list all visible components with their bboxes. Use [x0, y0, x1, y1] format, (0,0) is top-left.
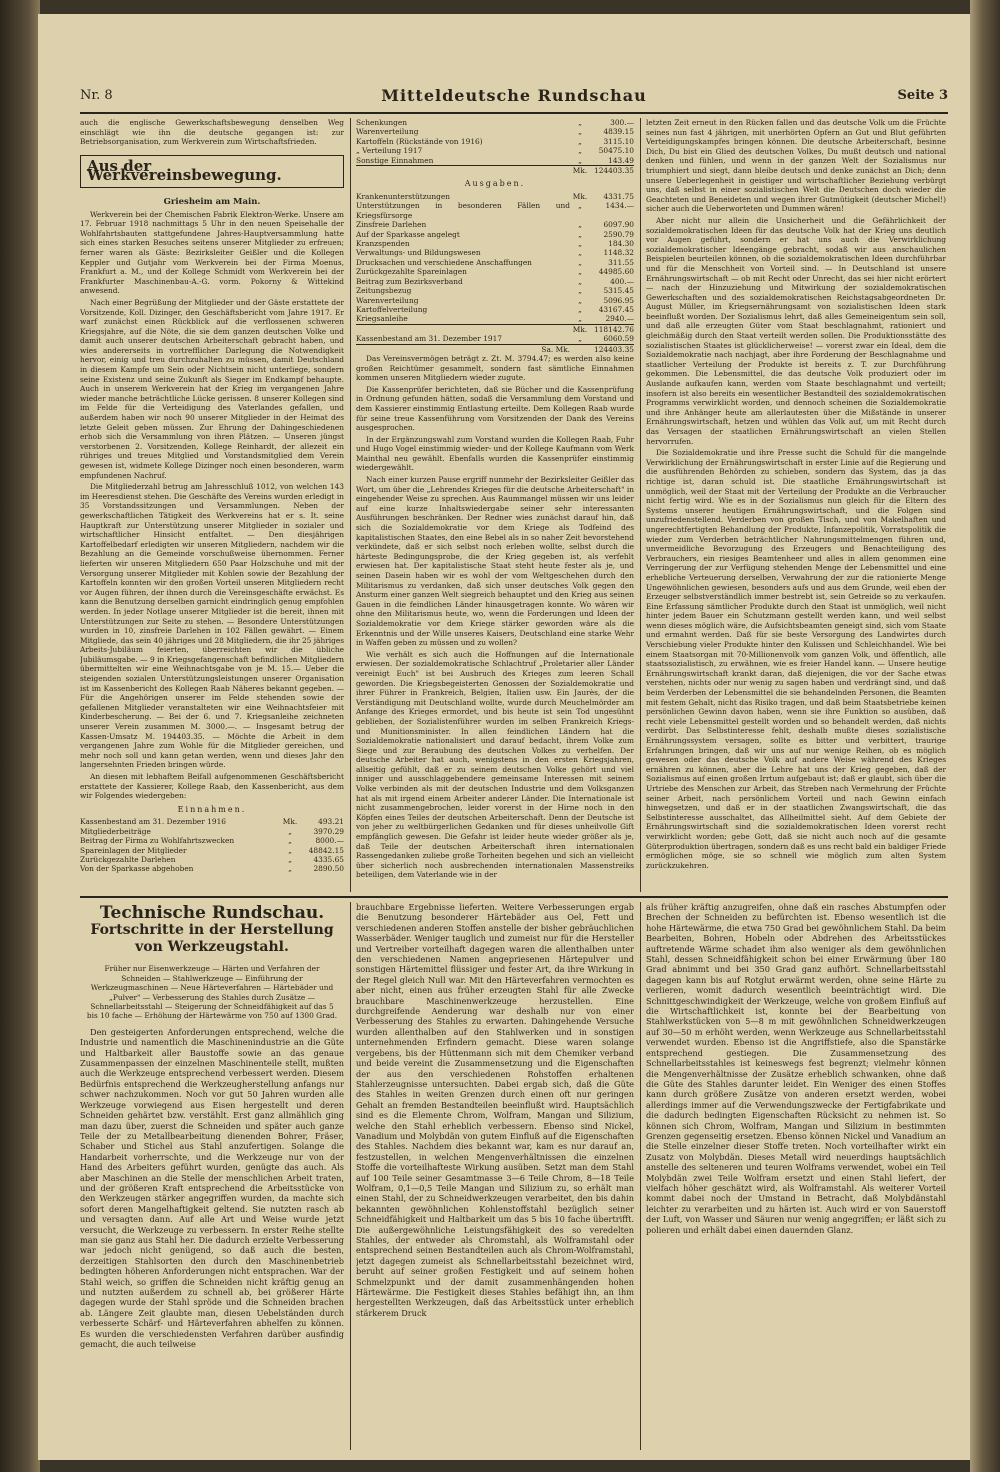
tech-column-3 — [646, 902, 946, 1450]
paragraph: Wie verhält es sich auch die Hoffnungen auf die Internationale erwiesen. Der sozialdemokratische Schlachtruf „Proletarier aller Länder vereinigt Euch" ist bei Ausbruch des Krieges zum leeren Schall geworden. Die Kriegsbegeisterten Genossen der Sozialdemokratie und ihrer Führer in Frankreich, Belgien, Italien usw. Ein Jaurès, der die Verständigung mit Deutschland wollte, wurde durch Meuchelmörder am Anfange des Krieges ermordet, und bis heute ist sein Tod ungesühnt geblieben, der Sozialistenführer wurden im selben Frankreich Kriegs- und Munitionsminister. In allen feindlichen Ländern hat die Sozialdemokratie nationalisiert und darauf bedacht, ihrem Volke zum Siege und zur Beraubung des deutschen Volkes zu verhelfen. Der deutsche Arbeiter hat auch, wenigstens in den ersten Kriegsjahren, allseitig gefühlt, daß er zu seinem deutschen Volke gehört und viel inniger und ausschlaggebendere gemeinsame Interessen mit seinem Volke verbinden als mit der deutschen Industrie und dem Volksganzen hat als mit irgend einem Arbeiter anderer Länder. Die Internationale ist nicht zusammengebrochen, leider vorerst in der Hirne noch in den Köpfen eines Teiles der deutschen Arbeiterschaft. Denn der Deutsche ist von jeher zu weltbürgerlichen Gedanken und für dieses unheilvolle Gift empfänglich gewesen. Die Gefahr ist leider heute wieder größer als je, daß Teile der deutschen Arbeiterschaft ihren internationalen Rassengedanken zuliebe große Torheiten begehen und sich an vielleicht über sicherlich noch ausbrechenden internationalen Massenstreiks beteiligen, dem Vaterlande wie in der — [356, 649, 634, 880]
table-row: Kartoffelverteilung „ 43167.45 — [356, 304, 634, 314]
tech-article-title: Fortschritte in der Herstellung von Werkzeugstahl. — [90, 922, 334, 956]
table-row: Kranzspenden „ 184.30 — [356, 239, 634, 249]
table-row: Verwaltungs- und Bildungswesen „ 1148.32 — [356, 248, 634, 258]
column-rule — [640, 902, 641, 1450]
paragraph: Die Kassenprüfer berichteten, daß sie Bücher und die Kassenprüfung in Ordnung gefunden hätten, sodaß die Versammlung dem Vorstand und dem Kassierer einstimmig Entlastung erteilte. Dem Kollegen Raab wurde für seine treue Kassenführung vom Vorsitzenden der Dank des Vereins ausgesprochen. — [356, 384, 634, 433]
column-2 — [356, 118, 634, 892]
total-row: Mk. 124403.35 — [356, 166, 634, 176]
table-row: Beitrag der Firma zu Wohlfahrtszwecken „ 8000.— — [80, 836, 344, 846]
tech-section-title: Technische Rundschau. — [99, 903, 325, 923]
paragraph: als früher kräftig anzugreifen, ohne daß ein rasches Abstumpfen oder Brechen der Schneiden zu befürchten ist. Ebenso wesentlich ist die hohe Härtewärme, die etwa 750 Grad bei gewöhnlichem Stahl. Da beim Bearbeiten, Bohren, Hobeln oder Abdrehen des Arbeitsstückes auftretende Wärme schadet ihm also weniger als dem gewöhnlichen Stahl, dessen Schneidfähigkeit schon bei einer Erwärmung über 180 Grad abnimmt und bei 350 Grad ganz aufhört. Schnellarbeitsstahl dagegen kann bis auf Rotglut erwärmt werden, ohne seine Härte zu verlieren, womit dadurch wesentlich beeinträchtigt wird. Die Schnittgeschwindigkeit der Werkzeuge, welche von großem Einfluß auf die Wirtschaftlichkeit ist, konnte bei der Bearbeitung von Stahlwerkstücken von 5—8 m mit gewöhnlichen Schneidwerkzeugen auf 30—50 m erhöht werden, wenn Werkzeuge aus Schnellarbeitsstahl verwendet wurden. Ebenso ist die Angriffstiefe, also die Spanstärke entsprechend gestiegen. Die Zusammensetzung des Schnellarbeitsstahles ist keineswegs fest begrenzt; vielmehr können die Mengenverhältnisse der Zusätze erheblich schwanken, ohne daß die Güte des Stahles darunter leidet. Ein Weniger des einen Stoffes kann durch größere Zusätze von anderen ersetzt werden, wobei allerdings immer auf die Verwendungszwecke der Fertigfabrikate und die dadurch bedingten Eigenschaften Rücksicht zu nehmen ist. So können sich Chrom, Wolfram, Mangan und Silizium in bestimmten Grenzen gegenseitig ersetzen. Ebenso können Nickel und Vanadium an die Stelle einzelner dieser Stoffe treten. Noch vorteilhafter wirkt ein Zusatz von Molybdän. Dieses Metall wird neuerdings hauptsächlich anstelle des selteneren und teuren Wolframs verwendet, wobei ein Teil Molybdän zwei Teile Wolfram ersetzt und einen Stahl liefert, der vielfach höher geschätzt wird, als Wolframstahl. Als weiterer Vorteil kommt dabei noch der Umstand in Betracht, daß Molybdänstahl leichter zu verarbeiten und zu härten ist. Auch wird er von Sauerstoff der Luft, von Wasser und Säuren nur wenig angegriffen; er läßt sich zu polieren und erhält dabei einen dauernden Glanz. — [646, 902, 946, 1235]
table-row: Kartoffeln (Rückstände von 1916) „ 3115.10 — [356, 136, 634, 146]
ausgaben-table — [356, 192, 634, 354]
column-rule — [350, 902, 351, 1450]
issue-number: Nr. 8 — [80, 88, 113, 103]
paragraph: brauchbare Ergebnisse lieferten. Weitere Verbesserungen ergab die Benutzung besonderer Härtebäder aus Oel, Fett und verschiedenen anderen Stoffen anstelle der bisher gebräuchlichen Wasserbäder. Weniger tauglich und zumeist nur für die Hersteller und Vertreiber vorteilhaft dagegen waren die allenthalben unter den verschiedenen Namen angepriesenen Härtepulver und sonstigen Härtemittel flüssiger und fester Art, da ihre Wirkung in der Regel gleich Null war. Mit den Härteverfahren vermochten es aber nicht, einen aus früher erzeugten Stahl für alle Zwecke brauchbare Maschinenwerkzeuge herzustellen. Eine durchgreifende Aenderung war deshalb nur von einer Verbesserung des Stahles zu erwarten. Dahingehende Versuche wurden allenthalben auf den Stahlwerken und in sonstigen unternehmenden Erfindern gemacht. Diese waren solange vergebens, bis der Hüttenmann sich mit dem Chemiker verband und beide vereint die Zusammensetzung und die Eigenschaften der aus den verschiedenen Rohstoffen erhaltenen Stahlerzeugnisse untersuchten. Dabei ergab sich, daß die Güte des Stahles in weiten Grenzen durch einen oft nur geringen Gehalt an fremden Bestandteilen beeinflußt wird. Hauptsächlich sind es die Elemente Chrom, Wolfram, Mangan und Silizium, welche den Stahl erheblich verbessern. Ebenso sind Nickel, Vanadium und Molybdän von gutem Einfluß auf die Eigenschaften des Stahles. Nachdem dies bekannt war, kam es nur darauf an, festzustellen, in welchen Mengenverhältnissen die einzelnen Stoffe die vorteilhafteste Wirkung ausüben. Setzt man dem Stahl auf 100 Teile seiner Gesamtmasse 3—6 Teile Chrom, 8—18 Teile Wolfram, 0,1—0,5 Teile Mangan und Silizium zu, so erhält man einen Stahl, der zu Schneidwerkzeugen verarbeitet, den bis dahin bekannten gewöhnlichen Kohlenstoffstahl bezüglich seiner Schneidfähigkeit und Haltbarkeit um das 5 bis 10 fache übertrifft. Die außergewöhnliche Leistungsfähigkeit des so veredelten Stahles, der entweder als Chromstahl, als Wolframstahl oder entsprechend seinen Bestandteilen auch als Chrom-Wolframstahl, jetzt dagegen zumeist als Schnellarbeitsstahl bezeichnet wird, beruht auf seiner großen Festigkeit und auf seinem hohen Schmelzpunkt und der damit zusammenhängenden hohen Härtewärme. Die Festigkeit dieses Stahles befähigt ihn, an ihm hergestellten Werkzeugen, daß das Arbeitsstück unter erheblich stärkerem Druck — [356, 902, 634, 1318]
section-heading-werkverein: Aus der Werkvereinsbewegung. — [80, 155, 344, 188]
sum-row: Sa. Mk. 124403.35 — [356, 344, 634, 354]
tech-column-2 — [356, 902, 634, 1450]
paragraph: Die Sozialdemokratie und ihre Presse sucht die Schuld für die mangelnde Verwirklichung der Ernährungswirtschaft in erster Linie auf die Regierung und die ausführenden Behörden zu schieben, sondern das System, das ja das richtige ist, daran schuld ist. Die staatliche Ernährungswirtschaft ist unmöglich, weil der Staat mit der Verteilung der Produkte an die Verbraucher nicht fertig wird. Wie es in der Sozialismus nun gleich für die Eltern des Systems unserer heutigen Ernährungswirtschaft, und die Folgen sind unzufriedenstellend. Verderben von großen Tisch, und von Makelhaften und ungerechtfertigten Behandlung der Produkte, Infanzepolitik, Vorratspolitik die wieder zum Verderben beträchtlicher Nahrungsmittelmengen führen und, unvermeidliche Bevorzugung des Erzeugers und Benachteiligung des Verbrauchers, ein riesiges Beamtenheer und alles in allem genommen eine Verringerung der zur Verfügung stehenden Menge der Lebensmittel und eine erhebliche Verteuerung derselben, Verwahrung der zur die rationierte Menge Ungewöhnlichen gewiesen, besonders aufs und aus dem Grunde, weil eben der Erzeuger selbstverständlich immer bestrebt ist, sein Getreide so zu verkaufen. Eine Erfassung sämtlicher Produkte durch den Staat ist unmöglich, weil nicht hinter jedem Bauer ein Schutzmann gestellt werden kann, und weil selbst wenn dieses möglich wäre, die Aufsichtsbeamten geneigt sind, sich vom Staate und ermahnt werden. Daß für sie beste Versorgung des Landwirtes durch Verschiebung vieler Produkte hinter den Kulissen und Schleichhandel. Wie bei einem Staatsorgan mit 70-Millionenvolk vom ganzen Volk, und öffentlich, alle staatssozialistisch, zu erwähnen, wie es freier Handel kann. — Unsere heutige Ernährungswirtschaft krankt daran, daß diejenigen, die vor der Sache etwas verstehen, nichts oder nur wenig zu sagen haben und verdrängt sind, und daß beim Verderben der Lebensmittel die sie behandelnden Personen, die Beamten mit festem Gehalt, nicht das Risiko tragen, und daß beim Staatsbetriebe keinen persönlichen Gewinn davon haben, wenn sie ihre Funktion so ausüben, daß recht viele Lebensmittel gestellt worden und so behandelt werden, daß nichts verdirbt. Das Selbstinteresse fehlt, deshalb mußte dieses sozialistische Ernährungssystem versagen, sollte es bitter und verbittert, traurige Erfahrungen bringen, daß wir uns auf nur wenige Reihen, ob es möglich gewesen oder das deutsche Volk auf andere Weise während des Krieges ernähren zu können, aber die Lehre hat uns der Krieg gegeben, daß der Sozialismus auf einen großen Irrtum aufgebaut ist; daß er glaubt, sich über die Urtriebe des Menschen zur Arbeit, das Streben nach Vermehrung der Früchte seiner Arbeit, nach persönlichem Vorteil und nach Gewinn einfach hinwegsetzen, und daß er in der staatlichen Zwangswirtschaft, die das Selbstinteresse ausschaltet, das Allheilmittel sieht. Auf dem Gebiete der Ernährungswirtschaft sind die sozialdemokratischen Ideen vorerst recht verwirklicht worden; gebe Gott, daß sie nicht auch noch auf die gesamte Güterproduktion übertragen, sondern daß es uns recht bald ein baldiger Friede ermöglichen möge, sie so schnell wie möglich zum alten System zurückzukehren. — [646, 448, 946, 870]
table-row: Spareinlagen der Mitglieder „ 48842.15 — [80, 845, 344, 855]
einnahmen-table-continued — [356, 118, 634, 175]
table-row: Schenkungen „ 300.— — [356, 118, 634, 127]
intro-text: auch die englische Gewerkschaftsbewegung denselben Weg einschlägt wie ihn die deutsche gegangen ist: zur Betriebsorganisation, zum Werkverein zum Wirtschaftsfrieden. — [80, 118, 344, 147]
table-row: Drucksachen und verschiedene Anschaffungen „ 311.55 — [356, 257, 634, 267]
book-spine — [0, 0, 40, 1472]
table-row: Warenverteilung „ 5096.95 — [356, 295, 634, 305]
table-row: Sonstige Einnahmen „ 143.49 — [356, 155, 634, 165]
paragraph: Nach einer kurzen Pause ergriff nunmehr der Bezirksleiter Geißler das Wort, um über die „Lehrendes Krieges für die deutsche Arbeiterschaft" in eingehender Weise zu sprechen. Aus Raummangel müssen wir uns leider auf eine kurze Inhaltswiedergabe seiner sehr interessanten Ausführungen beschränken. Der Redner wies zunächst darauf hin, daß sich die Sozialdemokratie vor dem Kriege als Todfeind des kapitalistischen Staates, den eine Bebel als in so naher Zeit bevorstehend verkündete, daß er sich selbst noch erleben wollte, selbst durch die härteste Bedingungsprobe, die der Krieg gegeben ist, als verfehlt erwiesen hat. Der kapitalistische Staat steht heute fester als je, und seinen Dasein haben wir es wohl der vom Weltgeschehen durch den Militarismus zu verdanken, daß sich unser deutsches Volk gegen den Ansturm einer ganzen Welt siegreich behauptet und den Krieg aus seinen Gauen in die feindlichen Länder hinausgetragen konnte. Wo wären wir ohne den Militarismus heute, wo, wenn die Forderungen und Ideen der Sozialdemokratie vor dem Kriege stärker geworden wäre als die Erkenntnis und der Wille unseres Kaisers, Deutschland eine starke Wehr in Waffen geben zu müssen und zu wollen? — [356, 475, 634, 648]
place-heading: Griesheim am Main. — [163, 196, 261, 207]
table-row: „ Verteilung 1917 „ 50475.10 — [356, 146, 634, 156]
section-divider — [80, 896, 948, 898]
paragraph: In der Ergänzungswahl zum Vorstand wurden die Kollegen Raab, Fuhr und Hugo Vogel einstimmig wieder- und der Kollege Kaufmann vom Werk Mainthal neu gewählt. Ebenfalls wurden die Kassenprüfer einstimmig wiedergewählt. — [356, 434, 634, 473]
paragraph: An diesen mit lebhaftem Beifall aufgenommenen Geschäftsbericht erstattete der Kassierer, Kollege Raab, den Kassenbericht, aus dem wir Folgendes wiedergeben: — [80, 772, 344, 801]
table-row: Von der Sparkasse abgehoben „ 2890.50 — [80, 864, 344, 874]
paragraph: Die Mitgliederzahl betrug am Jahresschluß 1012, von welchen 143 im Heeresdienst stehen. Die Geschäfte des Vereins wurden erledigt in 35 Vorstandssitzungen und Versammlungen. Neben der gewerkschaftlichen Tätigkeit des Werkvereins hat er s. It. seine Hauptkraft zur Unterstützung unserer Mitglieder in sozialer und wirtschaftlicher Hinsicht entfaltet. — Den diesjährigen Kartoffelbedarf erledigten wir unseren Mitgliedern, nachdem wir die Bezahlung an die Gemeinde vorschußweise übernommen. Ferner lieferten wir unseren Mitgliedern 650 Paar Holzschuhe und mit der Versorgung unserer Mitglieder mit Kohlen sowie der Bezahlung der Kartoffeln konnten wir den großen Vorteil unseren Mitgliedern recht vor Augen führen, der ihnen durch die Vereinsgeschäfte erwächst. Es kann die Benutzung derselben garnicht eindringlich genug empfohlen werden. In jeder Notlage unserer Mitglieder ist die bereit, ihnen mit Unterstützungen zur Seite zu stehen. — Besondere Unterstützungen wurden in 10, zinsfreie Darlehen in 102 Fällen gewährt. — Einem Mitgliede, das sein 40 jähriges und 28 Mitgliedern, die ihr 25 jähriges Arbeits-Jubiläum feierten, überreichten wir die übliche Jubiläumsgabe. — 9 in Kriegsgefangenschaft befindlichen Mitgliedern übermittelten wir eine Weihnachtsgabe von je M. 15.— Ueber die steigenden sozialen Unterstützungsleistungen unserer Organisation ist im Kassenbericht des Kollegen Raab Näheres bekannt gegeben. — Für die Angehörigen unserer im Felde stehenden sowie der gefallenen Mitglieder veranstalteten wir eine Weihnachtsfeier mit Kinderbescherung. — Bei der 6. und 7. Kriegsanleihe zeichneten unserer Verein zusammen M. 3000.—. — Insgesamt betrug der Kassen-Umsatz M. 194403.35. — Möchte die Arbeit in dem vergangenen Jahre zum Wohle für die Mitglieder gereichen, und mehr noch soll und kann getan werden, wenn und dieses Jahr den langersehnten Frieden bringen würde. — [80, 482, 344, 770]
paragraph: Werkverein bei der Chemischen Fabrik Elektron-Werke. Unsere am 17. Februar 1918 nachmittags 5 Uhr in den neuen Speisehalle der Wohlfahrtsbauten stattgefundene Jahres-Hauptversammlung hatte sich eines starken Besuches seitens unserer Mitglieder zu erfreuen; ferner waren als Gäste: Bezirksleiter Geißler und die Kollegen Keppler und Gutjahr vom Werkverein bei der Firma Moenus, Frankfurt a. M., und der Kollege Schmidt vom Werkverein bei der Frankfurter Maschinenbau-A.-G. vorm. Pokorny & Wittekind anwesend. — [80, 209, 344, 296]
table-row: Warenverteilung „ 4839.15 — [356, 127, 634, 137]
paragraph: letzten Zeit erneut in den Rücken fallen und das deutsche Volk um die Früchte seines nun fast 4 jährigen, mit unerhörten Opfern an Gut und Blut geführten Verteidigungskampfes bringen können. Die deutsche Arbeiterschaft, besinne Dich, Du bist ein Glied des deutschen Volkes, Du mußt deutsch und national denken und fühlen, und wenn in der ganzen Welt der Sozialismus nur triumphiert und siegt, dann bleibe deutsch und denke zunächst an Dich; denn unsere Ueberlegenheit in geistiger und wirtschaftlicher Beziehung verbürgt uns, daß selbst in einer sozialistischen Welt die Deutschen doch wieder die Geachteten und Beneideten und wegen ihrer Gutmütigkeit (deutscher Michel!) sicher auch die Ueberworteten und Dummen wären! — [646, 118, 946, 214]
tech-article-lead: Früher nur Eisenwerkzeuge — Härten und Verfahren der Schneiden — Stahlwerkzeuge — Einführung der Werkzeugmaschinen — Neue Härteverfahren — Härtebäder und „Pulver" — Verbesserung des Stahles durch Zusätze — Schnellarbeitsstahl — Steigerung der Schneidfähigkeit auf das 5 bis 10 fache — Erhöhung der Härtewärme von 750 auf 1300 Grad. — [86, 964, 338, 1021]
table-row: Zinsfreie Darlehen „ 6097.90 — [356, 220, 634, 230]
page-header — [80, 84, 948, 114]
table-row: Kriegsanleihe „ 2940.— — [356, 314, 634, 324]
column-rule — [350, 118, 351, 892]
table-row: Unterstützungen in besonderen Fällen und Kriegsfürsorge „ 1434.— — [356, 201, 634, 220]
ausgaben-heading: Ausgaben. — [464, 179, 526, 189]
paragraph: Das Vereinsvermögen beträgt z. Zt. M. 3794.47; es werden also keine großen Reichtümer gesammelt, sondern fast sämtliche Einnahmen kommen unseren Mitgliedern wieder zugute. — [356, 353, 634, 383]
table-row: Mitgliederbeiträge „ 3970.29 — [80, 826, 344, 836]
table-row: Krankenunterstützungen Mk. 4331.75 — [356, 192, 634, 202]
table-row: Zurückgezahlte Spareinlagen „ 44985.60 — [356, 267, 634, 277]
paragraph: Aber nicht nur allein die Unsicherheit und die Gefährlichkeit der sozialdemokratischen Ideen für das deutsche Volk hat der Krieg uns deutlich vor Augen geführt, sondern er hat uns auch die Verwirklichung sozialdemokratischer Ideengänge gebracht, sodaß wir aus anschaulichen Beispielen beurteilen können, ob die sozialdemokratischen Ideen durchführbar und für die Menschheit von Vorteil sind. — In Deutschland ist unsere Ernährungswirtschaft — ob mit Recht oder Unrecht, das sei hier nicht erörtert — nach der Hinzuziehung und Mitwirkung der sozialdemokratischen Gewerkschaften und des sozialdemokratischen Reichstagsabgeordneten Dr. August Müller, im Kriegsernährungsamt von sozialistischen Ideen stark beeinflußt worden. Der Sozialismus lehrt, daß alles Gemeineigentum sein soll, und daß alle erzeugten Güter vom Staat beschlagnahmt, rationiert und gleichmäßig durch den Staat verteilt werden sollen. Die Produktionsstätte des sozialistischen Staates ist glücklicherweise! — vorerst zwar ein Ideal, dem die Sozialdemokratie nach nachjagt, aber ihre Forderung der Beschlagnahme und staatlicher Verteilung der Produkte ist bereits z. T. zur Durchführung gekommen. Die Lebensmittel, die das deutsche Volk produziert oder im Auslande aufkaufen kann, werden vom Staate beschlagnahmt und verteilt; insofern ist also bereits ein wesentlicher Bestandteil des sozialdemokratischen Programms verwirklicht worden, und dennoch scheinen die Sozialdemokratie und ihre Anhänger heute am allerlautesten über die Mißstände in unserer Ernährungswirtschaft, hetzen und wühlen das Volk auf, um mit Recht durch das Versagen der staatlichen Ernährungswirtschaft an vielen Stellen hervorrufen. — [646, 215, 946, 446]
table-row: Beitrag zum Bezirksverband „ 400.— — [356, 276, 634, 286]
column-1 — [80, 118, 344, 892]
table-row: Kassenbestand am 31. Dezember 1916 Mk. 493.21 — [80, 817, 344, 827]
paragraph: Den gesteigerten Anforderungen entsprechend, welche die Industrie und namentlich die Maschinenindustrie an die Güte und Haltbarkeit aller Baustoffe sowie an das genaue Zusammenpassen der einzelnen Maschinenteile stellt, mußten auch die Werkzeuge entsprechend verbessert werden. Diesem Bedürfnis entsprechend die Werkzeugherstellung anfangs nur schwer nachzukommen. Noch vor gut 50 Jahren wurden alle Werkzeuge vorwiegend aus Eisen hergestellt und deren Schneiden gehärtet bzw. verstählt. Erst ganz allmählich ging man dazu über, zuerst die Schneiden und später auch ganze Teile der zu Metallbearbeitung dienenden Bohrer, Fräser, Schaber und Stichel aus Stahl anzufertigen. Solange die Handarbeit vorherrschte, und die Werkzeuge nur von der Hand des Arbeiters geführt wurden, genügte das auch. Als aber Maschinen an die Stelle der menschlichen Arbeit traten, und der größeren Kraft entsprechend die Arbeitsstücke von den Werkzeugen stärker angegriffen wurden, da machte sich sofort deren Mangelhaftigkeit geltend. Sie nutzten rasch ab und versagten dann. Auf alle Art und Weise wurde jetzt versucht, die Werkzeuge zu verbessern. In erster Reihe stellte man sie ganz aus Stahl her. Die dadurch erzielte Verbesserung war jedoch nicht genügend, so daß auch die besten, derzeitigen Stahlsorten den durch den Maschinenbetrieb bedingten höheren Anforderungen nicht entsprachen. War der Stahl weich, so griffen die Schneiden nicht kräftig genug an und nutzten außerdem zu schnell ab, bei größerer Härte dagegen wurde der Stahl spröde und die Schneiden brachen ab. Längere Zeit glaubte man, diesen Uebelständen durch verbesserte Schärf- und Härteverfahren abhelfen zu können. Es wurden die verschiedensten Verfahren darüber ausfindig gemacht, die auch teilweise — [80, 1026, 344, 1350]
column-rule — [640, 118, 641, 892]
table-row: Kassenbestand am 31. Dezember 1917 „ 6060.59 — [356, 334, 634, 344]
einnahmen-heading: Einnahmen. — [177, 804, 247, 814]
masthead-title: Mitteldeutsche Rundschau — [381, 86, 647, 105]
tech-column-1 — [80, 902, 344, 1450]
page-number: Seite 3 — [897, 88, 948, 103]
total-row: Mk. 118142.76 — [356, 324, 634, 334]
einnahmen-table — [80, 817, 344, 873]
page-edges — [970, 0, 1000, 1472]
table-row: Zeitungsbezug „ 5315.45 — [356, 286, 634, 296]
table-row: Auf der Sparkasse angelegt „ 2590.79 — [356, 229, 634, 239]
column-3 — [646, 118, 946, 892]
newspaper-page — [38, 14, 970, 1460]
paragraph: Nach einer Begrüßung der Mitglieder und der Gäste erstattete der Vorsitzende, Koll. Dizinger, den Geschäftsbericht vom Jahre 1917. Er warf zunächst einen Rückblick auf die verflossenen schweren Kriegsjahre, auf die Nöte, die sie dem ganzen deutschen Volke und damit auch unserer deutschen Arbeiterschaft gebracht haben, und wies andererseits in vortrefflicher Darlegung die Notwendigkeit hervor, einig und treu durchzuhalten zu müssen, damit Deutschland in diesem Kampfe um Sein oder Nichtsein nicht unterliege, sondern seine Existenz und seine Zukunft als Sieger im Endkampf behaupte. Auch in unserem Werkverein hat der Krieg im vergangenen Jahre wieder manche beträchtliche Lücke gerissen. 8 unserer Kollegen sind im Felde für die Verteidigung des Vaterlandes gefallen, und außerdem haben wir noch 90 unserer Mitglieder in der Heimat des letzte Geleit geben müssen. Zur Ehrung der Dahingeschiedenen erhob sich die Versammlung von ihren Plätzen. — Unseren jüngst verstorbenen 2. Vorsitzenden, Kollege Reinhardt, der allezeit ein rühriges und treues Mitglied und Vorstandsmitglied dem Verein gewesen ist, widmete Kollege Dizinger noch einen besonderen, warm empfundenen Nachruf. — [80, 297, 344, 480]
table-row: Zurückgezahlte Darlehen „ 4335.65 — [80, 855, 344, 864]
